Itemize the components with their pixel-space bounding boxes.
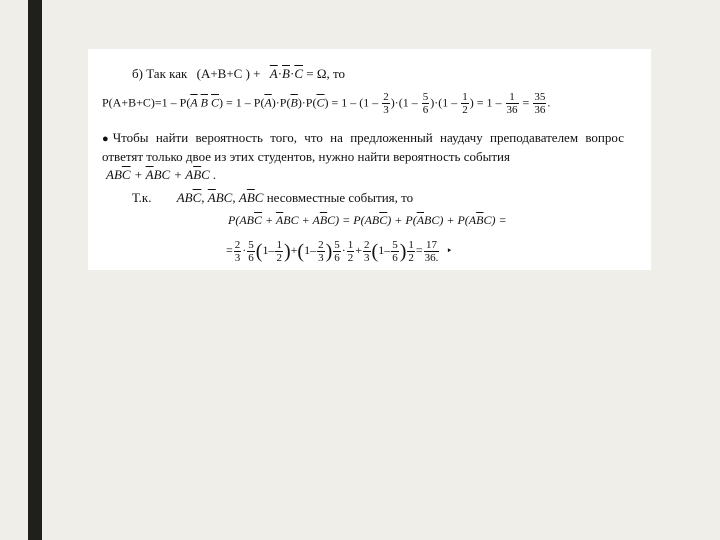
complement-b: $\overline{B}$ — [476, 213, 484, 227]
complement-b: $\overline{B}$ — [193, 167, 202, 182]
complement-a: $\overline{A}$ — [207, 190, 216, 205]
tk-tail: несовместные события, то — [263, 190, 414, 205]
period: . — [209, 167, 217, 182]
complement-b: $\overline{B}$ — [246, 190, 255, 205]
paragraph-text: Чтобы найти вероятность того, что на предложенный наудачу преподавателем вопрос ответят только двое из этих студентов, нужно найти вероятность события — [102, 130, 624, 164]
fraction — [391, 239, 399, 264]
formula-text: )·P( — [271, 95, 291, 110]
formula-text: P(A+B+C)=1 – P( — [102, 95, 191, 110]
complement-a: $\overline{A}$ — [190, 95, 198, 110]
fraction — [333, 239, 341, 264]
term: A — [185, 167, 194, 182]
numerator: 5 — [248, 238, 254, 251]
formula-text: BC — [283, 213, 299, 227]
formula-text: ) = 1 – (1 – — [324, 95, 382, 110]
intro-suffix: = Ω, то — [303, 66, 346, 81]
complement-b: $\overline{B}$ — [200, 95, 208, 110]
formula-text: )·(1 – — [430, 95, 461, 110]
complement-c: $\overline{C}$ — [192, 190, 202, 205]
dot: · — [290, 66, 295, 81]
formula-text: 1– — [262, 243, 275, 257]
denominator: 36 — [534, 104, 546, 116]
complement-a: $\overline{A}$ — [416, 213, 425, 227]
numerator: 17 — [424, 239, 440, 252]
fraction — [275, 239, 283, 264]
formula-text: ) + P( — [387, 213, 417, 227]
formula-text: BC) + P(A — [424, 213, 477, 227]
fraction — [407, 239, 415, 264]
paren-open: ( — [371, 240, 379, 263]
fraction — [533, 91, 546, 116]
equals: = — [226, 243, 233, 257]
intro-expression: (A+B+C ) + — [196, 66, 261, 81]
denominator: 2 — [408, 251, 414, 264]
fraction — [347, 239, 355, 264]
numerator: 5 — [422, 91, 429, 103]
formula-text: 1– — [378, 243, 391, 257]
formula-text: ) = 1 – — [469, 95, 505, 110]
denominator: 3 — [234, 251, 241, 264]
denominator: 2 — [276, 251, 282, 264]
numerator: 5 — [334, 238, 340, 251]
denominator: 36. — [424, 251, 439, 264]
denominator: 6 — [334, 251, 340, 264]
complement-a: $\overline{A}$ — [145, 167, 154, 182]
numerator: 1 — [408, 238, 414, 251]
complement-a: $\overline{A}$ — [269, 66, 278, 81]
dot: · — [277, 66, 283, 81]
fraction — [234, 239, 242, 264]
denominator: 3 — [383, 104, 389, 116]
complement-b: $\overline{B}$ — [319, 213, 328, 227]
formula-text: C) = P(AB — [327, 213, 380, 227]
plus: + — [355, 243, 363, 257]
fraction — [382, 91, 390, 116]
formula-text: P(AB — [228, 213, 254, 227]
numerator: 5 — [392, 238, 398, 251]
numerator: 1 — [347, 238, 354, 251]
formula-text: . — [547, 95, 551, 110]
denominator: 2 — [462, 104, 468, 116]
intro-prefix: б) Так как — [132, 66, 188, 81]
numerator: 2 — [318, 238, 324, 251]
term: AB — [106, 167, 122, 182]
plus: + — [170, 167, 186, 182]
paren-open: ( — [297, 240, 305, 263]
formula-text: ) = 1 – P( — [219, 95, 265, 110]
numerator: 35 — [534, 91, 546, 103]
paren-open: ( — [255, 240, 263, 263]
fraction — [506, 91, 519, 116]
event-expression — [106, 167, 216, 182]
tk-label: Т.к. — [132, 190, 152, 205]
complement-c: $\overline{C}$ — [121, 167, 131, 182]
paren-close: ) — [399, 240, 407, 263]
numerator: 1 — [276, 238, 282, 251]
formula-text: )·P( — [297, 95, 317, 110]
paren-close: ) — [325, 240, 333, 263]
numerator: 1 — [462, 91, 468, 103]
probability-line — [102, 91, 550, 116]
denominator: 3 — [318, 251, 324, 264]
formula-text: 1– — [304, 243, 317, 257]
formula-calc — [226, 235, 452, 267]
fraction — [363, 239, 371, 264]
term: BC — [153, 167, 171, 182]
complement-c: $\overline{C}$ — [254, 213, 263, 227]
paren-close: ) — [283, 240, 291, 263]
formula-text: = — [519, 95, 533, 110]
complement-b: $\overline{B}$ — [282, 66, 290, 81]
equals: = — [415, 243, 423, 257]
denominator: 2 — [347, 251, 354, 264]
fraction — [422, 91, 430, 116]
complement-c: $\overline{C}$ — [294, 66, 304, 81]
arrow-icon: ‣ — [446, 246, 453, 257]
term: C — [254, 190, 264, 205]
denominator: 6 — [392, 251, 398, 264]
left-accent-bar — [28, 0, 42, 540]
document-page — [88, 49, 651, 270]
comma: , — [201, 190, 208, 205]
numerator: 2 — [383, 91, 389, 103]
plus: + — [290, 243, 298, 257]
numerator: 1 — [506, 91, 519, 104]
denominator: 6 — [422, 104, 429, 116]
complement-a: $\overline{A}$ — [264, 95, 272, 110]
term: BC — [215, 190, 233, 205]
complement-a: $\overline{A}$ — [275, 213, 284, 227]
fraction — [461, 91, 469, 116]
fraction — [247, 239, 255, 264]
denominator: 3 — [364, 251, 370, 264]
complement-c: $\overline{C}$ — [316, 95, 325, 110]
complement-b: $\overline{B}$ — [290, 95, 298, 110]
fraction — [317, 239, 325, 264]
comma: , — [232, 190, 239, 205]
formula-sum — [228, 213, 507, 228]
tk-line — [132, 190, 413, 205]
complement-c: $\overline{C}$ — [211, 95, 220, 110]
term: AB — [176, 190, 193, 205]
task-paragraph — [102, 129, 624, 165]
numerator: 2 — [364, 238, 370, 251]
intro-line — [132, 66, 345, 81]
denominator: 36 — [506, 104, 518, 116]
dot: · — [341, 243, 346, 257]
plus: + — [130, 167, 146, 182]
complement-c: $\overline{C}$ — [379, 213, 388, 227]
denominator: 6 — [248, 251, 254, 264]
formula-text: C) = — [483, 213, 507, 227]
term: C — [201, 167, 210, 182]
dot: · — [242, 243, 247, 257]
term: A — [238, 190, 247, 205]
fraction — [424, 239, 440, 264]
formula-text: + A — [298, 213, 320, 227]
plus: + — [262, 213, 276, 227]
numerator: 2 — [234, 238, 241, 251]
formula-text: )·(1 – — [390, 95, 421, 110]
bullet-icon: ● — [102, 133, 113, 145]
